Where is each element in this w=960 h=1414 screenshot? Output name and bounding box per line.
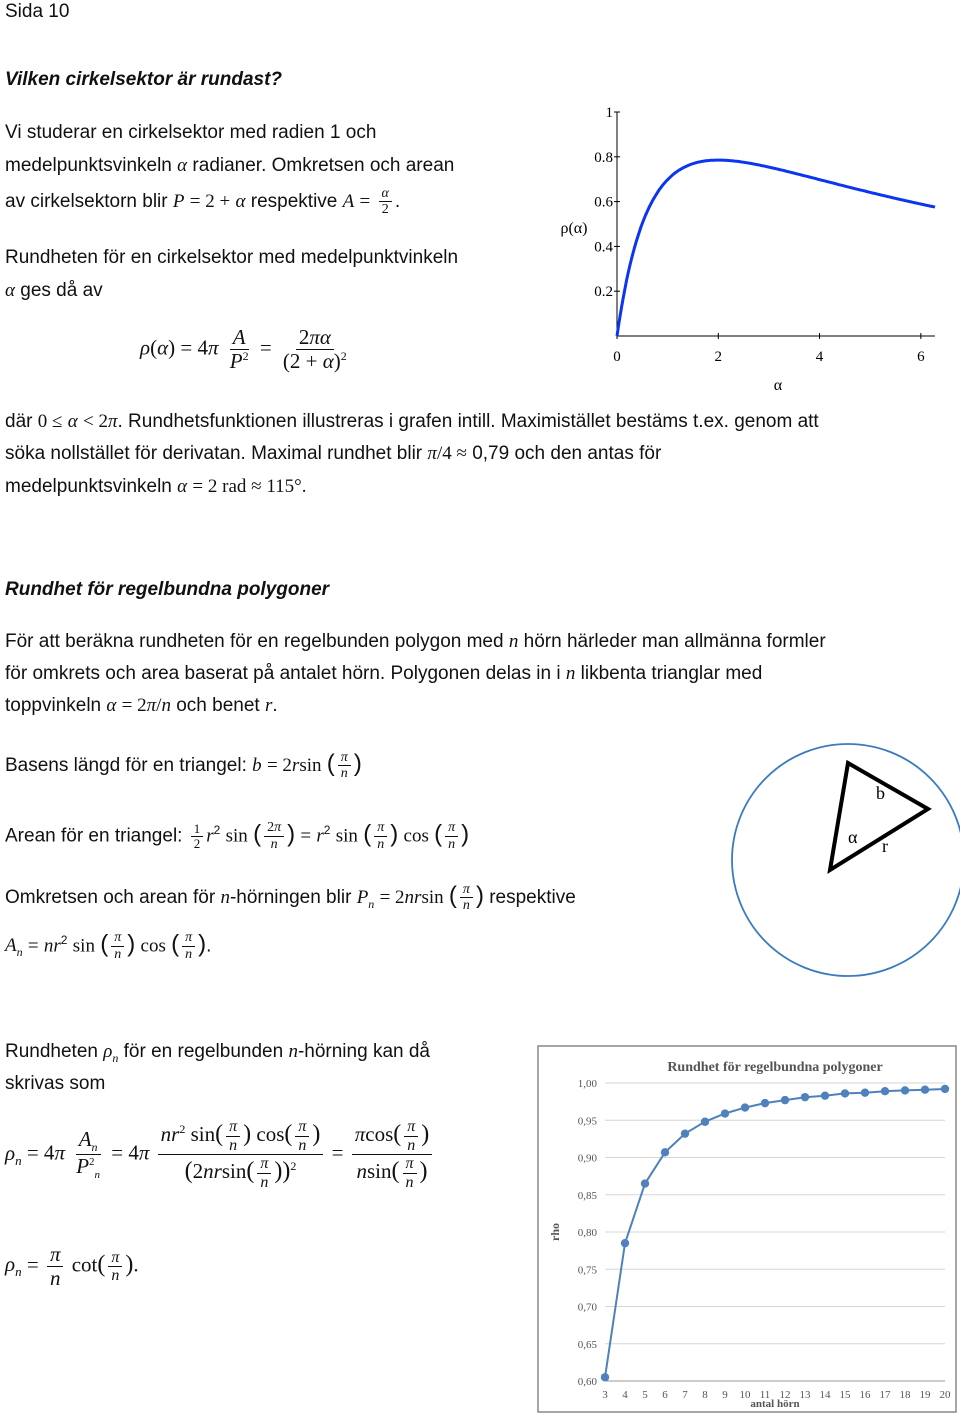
x-tick-label: 14 <box>819 1389 831 1401</box>
data-point <box>921 1086 929 1094</box>
text-line: där 0 ≤ α < 2π. Rundhetsfunktionen illustreras i grafen intill. Maximistället bestäms t.ex. genom att <box>5 411 819 432</box>
chart-frame <box>538 1046 956 1412</box>
data-point <box>661 1148 669 1156</box>
x-tick-label: 17 <box>879 1389 891 1401</box>
data-point <box>861 1088 869 1096</box>
text-line: Basens längd för en triangel: b = 2rsin ( $\frac{\pi}{n}$ ) <box>5 750 362 782</box>
data-point <box>781 1096 789 1104</box>
data-point <box>601 1373 609 1381</box>
formula-rho-n-cot: $\rho_n$ = $\frac{\pi}{n}$ cot( $\frac{\pi}{n}$ ). <box>5 1242 139 1291</box>
rho-curve <box>617 160 935 336</box>
formula-rho-n: $\rho_n = 4\pi$ $\frac{A_n}{P^2_n}$ = 4π $nr^2$ sin( $\frac{\pi}{n}$ ) cos( $\frac{\pi}{n}$ ) (2nrsin( $\frac{\pi}{n}$ ))$^2$ = πcos( $\frac{\pi}{n}$ ) nsin( $\frac{\pi}{n}$ ) <box>5 1118 435 1191</box>
data-point <box>721 1109 729 1117</box>
y-axis-label: ρ(α) <box>560 220 588 237</box>
y-tick-label: 0,80 <box>577 1227 597 1239</box>
text-line: medelpunktsvinkeln α = 2 rad ≈ 115°. <box>5 476 307 497</box>
text-line: α ges då av <box>5 280 103 301</box>
x-tick-label: 13 <box>799 1389 811 1401</box>
rho-alpha-chart <box>540 100 960 400</box>
x-tick-label: 0 <box>613 349 621 365</box>
text-line: Vi studerar en cirkelsektor med radien 1 och <box>5 122 377 143</box>
y-tick-label: 1,00 <box>577 1078 597 1090</box>
y-tick-label: 0.8 <box>594 149 613 166</box>
y-tick-label: 0.4 <box>594 239 613 256</box>
data-point <box>841 1089 849 1097</box>
page-number: Sida 10 <box>5 1 70 22</box>
label-b: b <box>876 783 885 803</box>
x-tick-label: 4 <box>815 349 824 365</box>
y-tick-label: 0,90 <box>577 1152 597 1165</box>
data-point <box>881 1087 889 1095</box>
polygon-triangle-diagram <box>730 735 960 990</box>
x-tick-label: 11 <box>759 1389 771 1401</box>
data-point <box>901 1086 909 1094</box>
x-tick-label: 9 <box>722 1389 728 1401</box>
data-point <box>801 1093 809 1101</box>
y-tick-label: 0,75 <box>577 1264 597 1277</box>
text-line: Arean för en triangel: $\frac{1}{2}$ $r^2$ sin ( $\frac{2\pi}{n}$ ) = $r^2$ sin ( $\frac{\pi}{n}$ ) cos ( $\frac{\pi}{n}$ ) <box>5 820 470 852</box>
y-tick-label: 0.6 <box>594 194 613 211</box>
y-tick-label: 0,70 <box>577 1301 597 1314</box>
text-line: medelpunktsvinkeln α radianer. Omkretsen och arean <box>5 155 455 176</box>
x-tick-label: 4 <box>622 1389 628 1401</box>
y-tick-label: 0.2 <box>594 284 613 301</box>
x-tick-label: 8 <box>702 1389 708 1401</box>
text-line: $A_n = nr^2$ sin ( $\frac{\pi}{n}$ ) cos ( $\frac{\pi}{n}$ ). <box>5 930 212 962</box>
x-axis-label: antal hörn <box>750 1398 800 1410</box>
x-tick-label: 2 <box>714 349 723 365</box>
y-tick-label: 0,95 <box>577 1115 597 1128</box>
x-tick-label: 19 <box>919 1389 931 1401</box>
text-line: söka nollstället för derivatan. Maximal rundhet blir π/4 ≈ 0,79 och den antas för <box>5 443 662 464</box>
y-tick-label: 0,60 <box>577 1376 597 1388</box>
y-tick-label: 0,85 <box>577 1189 597 1202</box>
text-line: av cirkelsektorn blir P = 2 + α respektive A = $\frac{\alpha}{2}$ . <box>5 186 401 218</box>
x-tick-label: 10 <box>739 1389 751 1401</box>
text-line: skrivas som <box>5 1073 106 1094</box>
x-tick-label: 20 <box>939 1389 951 1401</box>
section-heading-sector: Vilken cirkelsektor är rundast? <box>5 69 283 90</box>
y-axis-label: rho <box>548 1223 562 1241</box>
label-alpha: α <box>848 827 858 847</box>
data-point <box>641 1179 649 1187</box>
text-line: Omkretsen och arean för n-hörningen blir $P_n = 2nrsin$ ( $\frac{\pi}{n}$ ) respektive <box>5 882 576 914</box>
data-point <box>621 1239 629 1247</box>
chart-title: Rundhet för regelbundna polygoner <box>667 1060 883 1075</box>
x-tick-label: 16 <box>859 1389 871 1401</box>
triangle-shape <box>830 763 928 870</box>
text-line: för omkrets och area baserat på antalet hörn. Polygonen delas in i n likbenta trianglar med <box>5 663 763 684</box>
x-tick-label: 5 <box>642 1389 648 1401</box>
section-heading-polygons: Rundhet för regelbundna polygoner <box>5 579 330 600</box>
x-tick-label: 15 <box>839 1389 851 1401</box>
x-tick-label: 3 <box>602 1389 608 1401</box>
data-point <box>761 1099 769 1107</box>
data-point <box>701 1118 709 1126</box>
x-tick-label: 18 <box>899 1389 911 1401</box>
x-axis-label: α <box>773 377 783 394</box>
text-line: För att beräkna rundheten för en regelbunden polygon med n hörn härleder man allmänna formler <box>5 631 826 652</box>
x-tick-label: 6 <box>917 349 925 365</box>
y-tick-label: 0,65 <box>577 1338 597 1351</box>
data-point <box>941 1085 949 1093</box>
x-tick-label: 7 <box>682 1389 688 1401</box>
label-r: r <box>882 836 888 856</box>
data-point <box>741 1103 749 1111</box>
text-line: toppvinkeln α = 2π/n och benet r. <box>5 695 278 716</box>
y-tick-label: 1 <box>605 105 613 121</box>
x-tick-label: 6 <box>662 1389 668 1401</box>
text-line: Rundheten för en cirkelsektor med medelpunktvinkeln <box>5 247 459 268</box>
data-point <box>821 1091 829 1099</box>
data-point <box>681 1129 689 1137</box>
polygon-roundness-chart <box>537 1045 957 1413</box>
formula-rho-alpha: ρ(α) = 4π $\frac{A}{P^2}$ = $\frac{2\pi\alpha}{(2 + \alpha)^2}$ <box>140 325 347 374</box>
x-tick-label: 12 <box>779 1389 791 1401</box>
text-line: Rundheten $\rho_n$ för en regelbunden n-hörning kan då <box>5 1041 430 1065</box>
